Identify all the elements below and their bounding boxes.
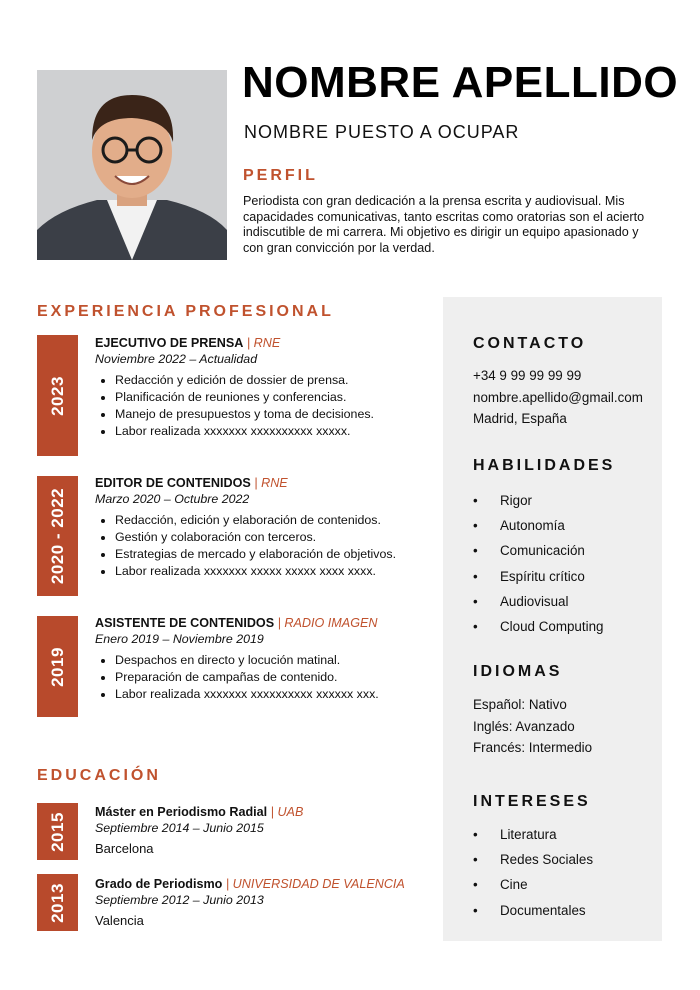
list-item: • Redacción y edición de dossier de prensa.: [115, 372, 374, 389]
organization: RNE: [253, 336, 281, 350]
entry-title: [95, 805, 303, 819]
experience-entry: [95, 336, 374, 440]
separator: |: [222, 877, 233, 891]
list-item: • Literatura: [473, 822, 593, 847]
list-item: • Preparación de campañas de contenido.: [115, 669, 379, 686]
year-bar: [37, 476, 78, 596]
contact-email: nombre.apellido@gmail.com: [473, 390, 643, 405]
entry-dates: Enero 2019 – Noviembre 2019: [95, 632, 264, 646]
experience-entry: [95, 616, 379, 703]
profile-photo: [37, 70, 227, 260]
separator: |: [243, 336, 254, 350]
interests-heading: INTERESES: [473, 793, 591, 810]
entry-title: [95, 476, 396, 490]
role: ASISTENTE DE CONTENIDOS: [95, 616, 275, 630]
organization: RNE: [261, 476, 288, 490]
list-item: • Rigor: [473, 488, 603, 513]
list-item: • Labor realizada xxxxxxx xxxxxxxxxx xxxxxx xxx.: [115, 686, 379, 703]
experience-heading: EXPERIENCIA PROFESIONAL: [37, 303, 334, 320]
degree: Máster en Periodismo Radial: [95, 805, 268, 819]
list-item: • Gestión y colaboración con terceros.: [115, 529, 396, 546]
language-item: Inglés: Avanzado: [473, 719, 575, 734]
languages-heading: IDIOMAS: [473, 663, 563, 680]
year-bar: [37, 616, 78, 717]
school: UNIVERSIDAD DE VALENCIA: [232, 877, 405, 891]
job-title: NOMBRE PUESTO A OCUPAR: [244, 122, 520, 142]
list-item: • Redes Sociales: [473, 847, 593, 872]
list-item: • Cine: [473, 872, 593, 897]
person-portrait-icon: [37, 70, 227, 260]
entry-title: [95, 877, 405, 891]
separator: |: [250, 476, 262, 490]
year-bar: [37, 874, 78, 931]
school: UAB: [277, 805, 304, 819]
list-item: • Labor realizada xxxxxxx xxxxxxxxxx xxxxx.: [115, 423, 374, 440]
year-label: 2020 - 2022: [47, 487, 67, 585]
candidate-name: NOMBRE APELLIDO: [242, 58, 679, 107]
list-item: • Comunicación: [473, 538, 603, 563]
list-item: • Redacción, edición y elaboración de contenidos.: [115, 512, 396, 529]
list-item: • Documentales: [473, 898, 593, 923]
year-label: 2023: [47, 375, 67, 416]
list-item: • Audiovisual: [473, 589, 603, 614]
list-item: • Despachos en directo y locución matinal.: [115, 652, 379, 669]
role: EJECUTIVO DE PRENSA: [95, 336, 244, 350]
skills-list: [473, 488, 603, 639]
skills-heading: HABILIDADES: [473, 457, 616, 474]
profile-text: Periodista con gran dedicación a la prensa escrita y audiovisual. Mis capacidades comunicativas, tanto escritas como oratorias son el acierto indiscutible de mi carrera. Mi objetivo es dirigir un equipo apasionado y con gran convicción por la verdad.: [243, 194, 645, 255]
language-item: Francés: Intermedio: [473, 740, 593, 755]
year-bar: [37, 803, 78, 860]
entry-city: Barcelona: [95, 841, 154, 856]
year-bar: [37, 335, 78, 456]
entry-dates: Marzo 2020 – Octubre 2022: [95, 492, 250, 506]
separator: |: [274, 616, 285, 630]
bullet-list: [95, 372, 374, 440]
education-entry: [95, 877, 405, 928]
bullet-list: [95, 652, 379, 703]
contact-location: Madrid, España: [473, 411, 567, 426]
list-item: • Cloud Computing: [473, 614, 603, 639]
interests-list: [473, 822, 593, 923]
degree: Grado de Periodismo: [95, 877, 223, 891]
contact-heading: CONTACTO: [473, 335, 587, 352]
education-heading: EDUCACIÓN: [37, 767, 161, 784]
year-label: 2013: [47, 882, 67, 923]
entry-dates: Septiembre 2014 – Junio 2015: [95, 821, 264, 835]
entry-dates: Noviembre 2022 – Actualidad: [95, 352, 258, 366]
list-item: • Autonomía: [473, 513, 603, 538]
separator: |: [267, 805, 278, 819]
list-item: • Planificación de reuniones y conferencias.: [115, 389, 374, 406]
contact-phone: +34 9 99 99 99 99: [473, 368, 582, 383]
list-item: • Estrategias de mercado y elaboración de objetivos.: [115, 546, 396, 563]
experience-entry: [95, 476, 396, 580]
year-label: 2019: [47, 646, 67, 687]
sidebar: [443, 297, 662, 941]
entry-title: [95, 616, 379, 630]
list-item: • Labor realizada xxxxxxx xxxxx xxxxx xxxx xxxx.: [115, 563, 396, 580]
organization: RADIO IMAGEN: [284, 616, 378, 630]
role: EDITOR DE CONTENIDOS: [95, 476, 251, 490]
language-item: Español: Nativo: [473, 697, 567, 712]
entry-city: Valencia: [95, 913, 144, 928]
year-label: 2015: [47, 811, 67, 852]
profile-heading: PERFIL: [243, 167, 318, 184]
list-item: • Espíritu crítico: [473, 564, 603, 589]
list-item: • Manejo de presupuestos y toma de decisiones.: [115, 406, 374, 423]
entry-title: [95, 336, 374, 350]
education-entry: [95, 805, 303, 856]
bullet-list: [95, 512, 396, 580]
entry-dates: Septiembre 2012 – Junio 2013: [95, 893, 264, 907]
